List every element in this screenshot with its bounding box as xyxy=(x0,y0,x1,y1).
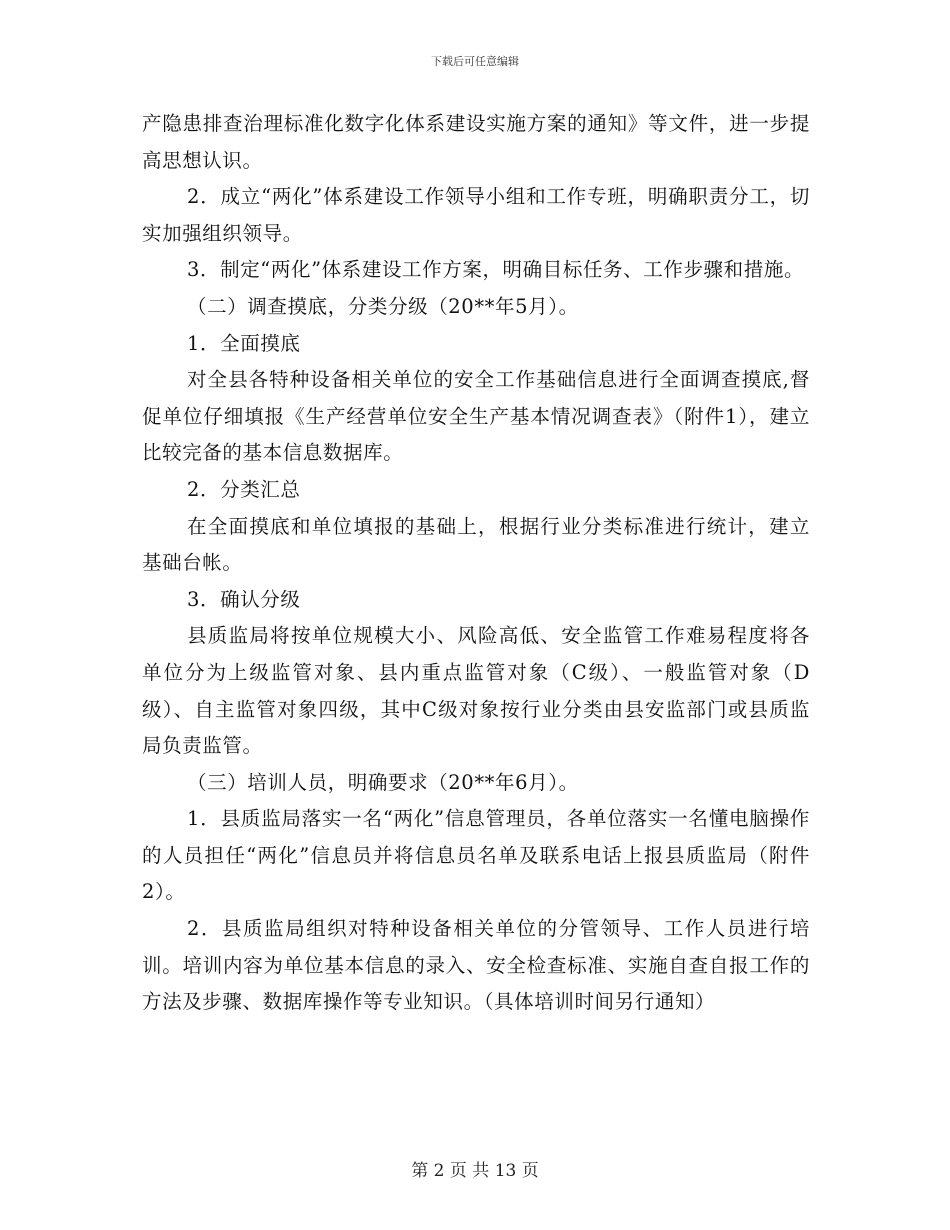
page-number: 第 2 页 共 13 页 xyxy=(411,1161,539,1181)
section-heading: （二）调查摸底，分类分级（20**年5月）。 xyxy=(187,294,579,318)
paragraph: 1．县质监局落实一名“两化”信息管理员，各单位落实一名懂电脑操作的人员担任“两化”信息员并将信息员名单及联系电话上报县质监局（附件2）。 xyxy=(142,807,810,904)
subheading: 2．分类汇总 xyxy=(187,477,301,501)
paragraph: 县质监局将按单位规模大小、风险高低、安全监管工作难易程度将各单位分为上级监管对象、县内重点监管对象（C级）、一般监管对象（D级）、自主监管对象四级，其中C级对象按行业分类由县安监部门或县质监局负责监管。 xyxy=(142,624,810,758)
paragraph: 2．县质监局组织对特种设备相关单位的分管领导、工作人员进行培训。培训内容为单位基本信息的录入、安全检查标准、实施自查自报工作的方法及步骤、数据库操作等专业知识。（具体培训时间另行通知） xyxy=(142,917,810,1014)
subheading: 3．确认分级 xyxy=(187,587,301,611)
subheading: 1．全面摸底 xyxy=(187,331,301,355)
document-body xyxy=(142,106,810,1021)
paragraph: 在全面摸底和单位填报的基础上，根据行业分类标准进行统计，建立基础台帐。 xyxy=(142,514,810,575)
paragraph: 2．成立“两化”体系建设工作领导小组和工作专班，明确职责分工，切实加强组织领导。 xyxy=(142,185,810,245)
section-heading: （三）培训人员，明确要求（20**年6月）。 xyxy=(187,770,579,794)
page-header: 下载后可任意编辑 xyxy=(431,55,519,68)
paragraph: 产隐患排查治理标准化数字化体系建设实施方案的通知》等文件，进一步提高思想认识。 xyxy=(142,112,810,172)
paragraph: 对全县各特种设备相关单位的安全工作基础信息进行全面调查摸底,督促单位仔细填报《生产经营单位安全生产基本情况调查表》（附件1），建立比较完备的基本信息数据库。 xyxy=(142,368,810,465)
paragraph: 3．制定“两化”体系建设工作方案，明确目标任务、工作步骤和措施。 xyxy=(187,258,805,282)
